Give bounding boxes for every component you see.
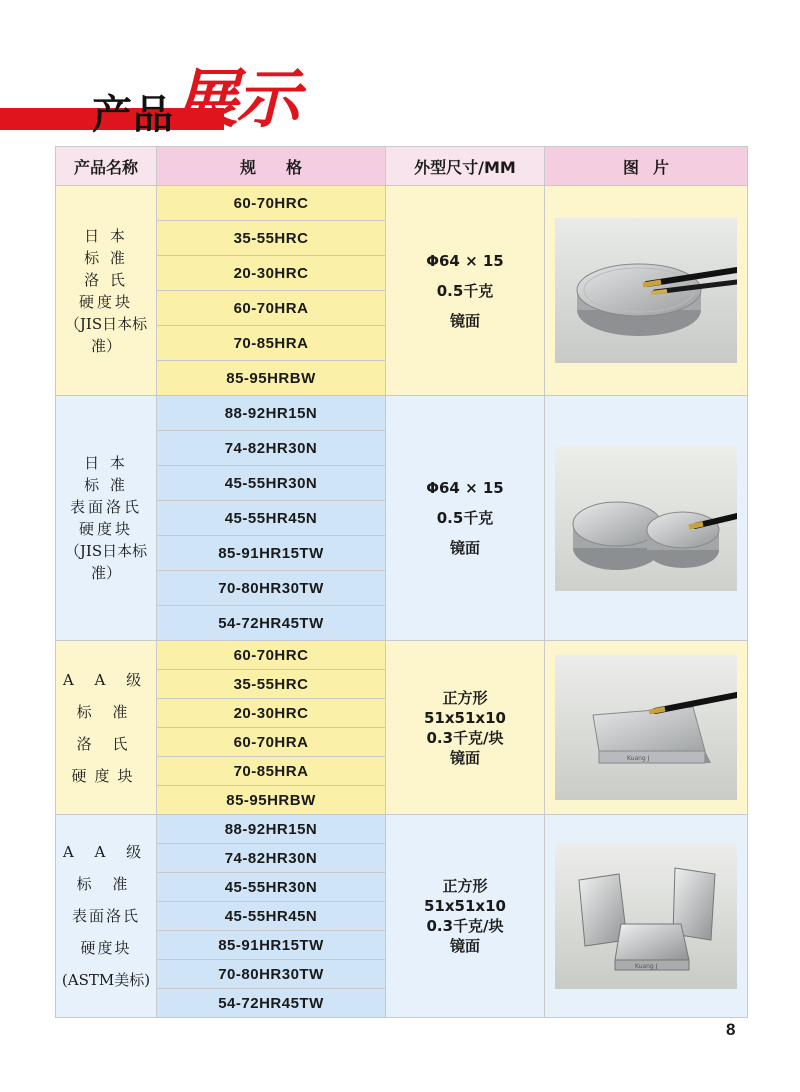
size-line: 0.3千克/块 [426, 728, 504, 747]
photo-label: Kuang J [627, 755, 650, 762]
table-row [56, 396, 748, 431]
product-name-line: （JIS日本标准） [64, 314, 148, 355]
photo-cell [545, 815, 748, 1018]
table-header-row [56, 147, 748, 186]
spec-cell: 74-82HR30N [157, 844, 386, 873]
spec-cell: 60-70HRC [157, 186, 386, 221]
product-name-cell [56, 186, 157, 396]
column-header-name: 产品名称 [56, 147, 157, 186]
photo-label: Kuang J [635, 962, 658, 970]
page-number: 8 [726, 1020, 736, 1039]
size-line: 正方形 [442, 688, 488, 707]
spec-cell: 60-70HRC [157, 641, 386, 670]
spec-cell: 54-72HR45TW [157, 606, 386, 641]
spec-cell: 88-92HR15N [157, 815, 386, 844]
product-name-line: 表面洛氏 [71, 907, 140, 925]
size-line: 0.5千克 [436, 509, 494, 527]
spec-cell: 70-80HR30TW [157, 960, 386, 989]
column-header-spec: 规格 [157, 147, 386, 186]
size-cell [386, 641, 545, 815]
spec-cell: 70-85HRA [157, 757, 386, 786]
page-title-part2: 展示 [174, 62, 298, 137]
size-line: 0.3千克/块 [426, 917, 504, 935]
spec-cell: 85-95HRBW [157, 361, 386, 396]
size-line: 正方形 [442, 877, 488, 895]
stacked-square-blocks-photo [555, 844, 737, 989]
spec-cell: 85-91HR15TW [157, 931, 386, 960]
square-test-block-photo [555, 655, 737, 800]
size-line: 0.5千克 [436, 281, 494, 300]
product-name-line: 日 本 [84, 454, 128, 472]
spec-cell: 35-55HRC [157, 670, 386, 699]
spec-cell: 60-70HRA [157, 291, 386, 326]
product-name-cell [56, 641, 157, 815]
two-round-test-blocks-photo [555, 446, 737, 591]
spec-cell: 74-82HR30N [157, 431, 386, 466]
spec-cell: 20-30HRC [157, 699, 386, 728]
product-name-line: 日 本 [84, 226, 128, 245]
size-line: Φ64 × 15 [426, 479, 504, 497]
size-cell [386, 396, 545, 641]
spec-cell: 35-55HRC [157, 221, 386, 256]
table-row [56, 815, 748, 844]
product-name-line: 标 准 [84, 476, 128, 494]
spec-cell: 20-30HRC [157, 256, 386, 291]
page-title-part1: 产品 [92, 92, 174, 138]
size-cell [386, 815, 545, 1018]
size-line: 镜面 [449, 539, 480, 557]
size-line: 镜面 [449, 748, 480, 767]
spec-cell: 70-85HRA [157, 326, 386, 361]
product-name-line: 标 准 [76, 702, 136, 721]
spec-cell: 85-95HRBW [157, 786, 386, 815]
photo-cell [545, 396, 748, 641]
product-name-line: （JIS日本标准） [64, 542, 148, 582]
spec-cell: 88-92HR15N [157, 396, 386, 431]
product-name-line: 洛 氏 [84, 270, 128, 289]
spec-cell: 54-72HR45TW [157, 989, 386, 1018]
product-name-line: 洛 氏 [76, 734, 136, 753]
size-line: 镜面 [449, 311, 480, 330]
product-name-line: 标 准 [76, 875, 136, 893]
product-name-line: 表面洛氏 [69, 498, 142, 516]
size-cell [386, 186, 545, 396]
page-title [92, 48, 298, 138]
product-table [55, 146, 748, 1018]
column-header-photo: 图片 [545, 147, 748, 186]
product-name-cell [56, 396, 157, 641]
round-test-block-photo [555, 218, 737, 363]
product-name-line: A A 级 [62, 843, 150, 861]
spec-cell: 45-55HR45N [157, 902, 386, 931]
size-line: 镜面 [449, 937, 480, 955]
size-line: Φ64 × 15 [426, 251, 504, 270]
photo-cell [545, 186, 748, 396]
product-name-line: 硬度块 [80, 939, 132, 957]
product-name-line: 硬度块 [78, 292, 133, 311]
spec-cell: 45-55HR45N [157, 501, 386, 536]
table-row [56, 186, 748, 221]
column-header-size: 外型尺寸/MM [386, 147, 545, 186]
spec-cell: 45-55HR30N [157, 466, 386, 501]
table-row [56, 641, 748, 670]
product-name-line: 标 准 [84, 248, 128, 267]
product-name-line: (ASTM美标) [61, 971, 151, 989]
spec-cell: 70-80HR30TW [157, 571, 386, 606]
spec-cell: 60-70HRA [157, 728, 386, 757]
product-name-cell [56, 815, 157, 1018]
size-line: 51x51x10 [424, 897, 506, 915]
product-name-line: 硬度块 [78, 520, 133, 538]
spec-cell: 85-91HR15TW [157, 536, 386, 571]
product-name-line: A A 级 [62, 670, 150, 689]
photo-cell [545, 641, 748, 815]
product-name-line: 硬度块 [71, 766, 141, 785]
size-line: 51x51x10 [424, 708, 506, 727]
spec-cell: 45-55HR30N [157, 873, 386, 902]
